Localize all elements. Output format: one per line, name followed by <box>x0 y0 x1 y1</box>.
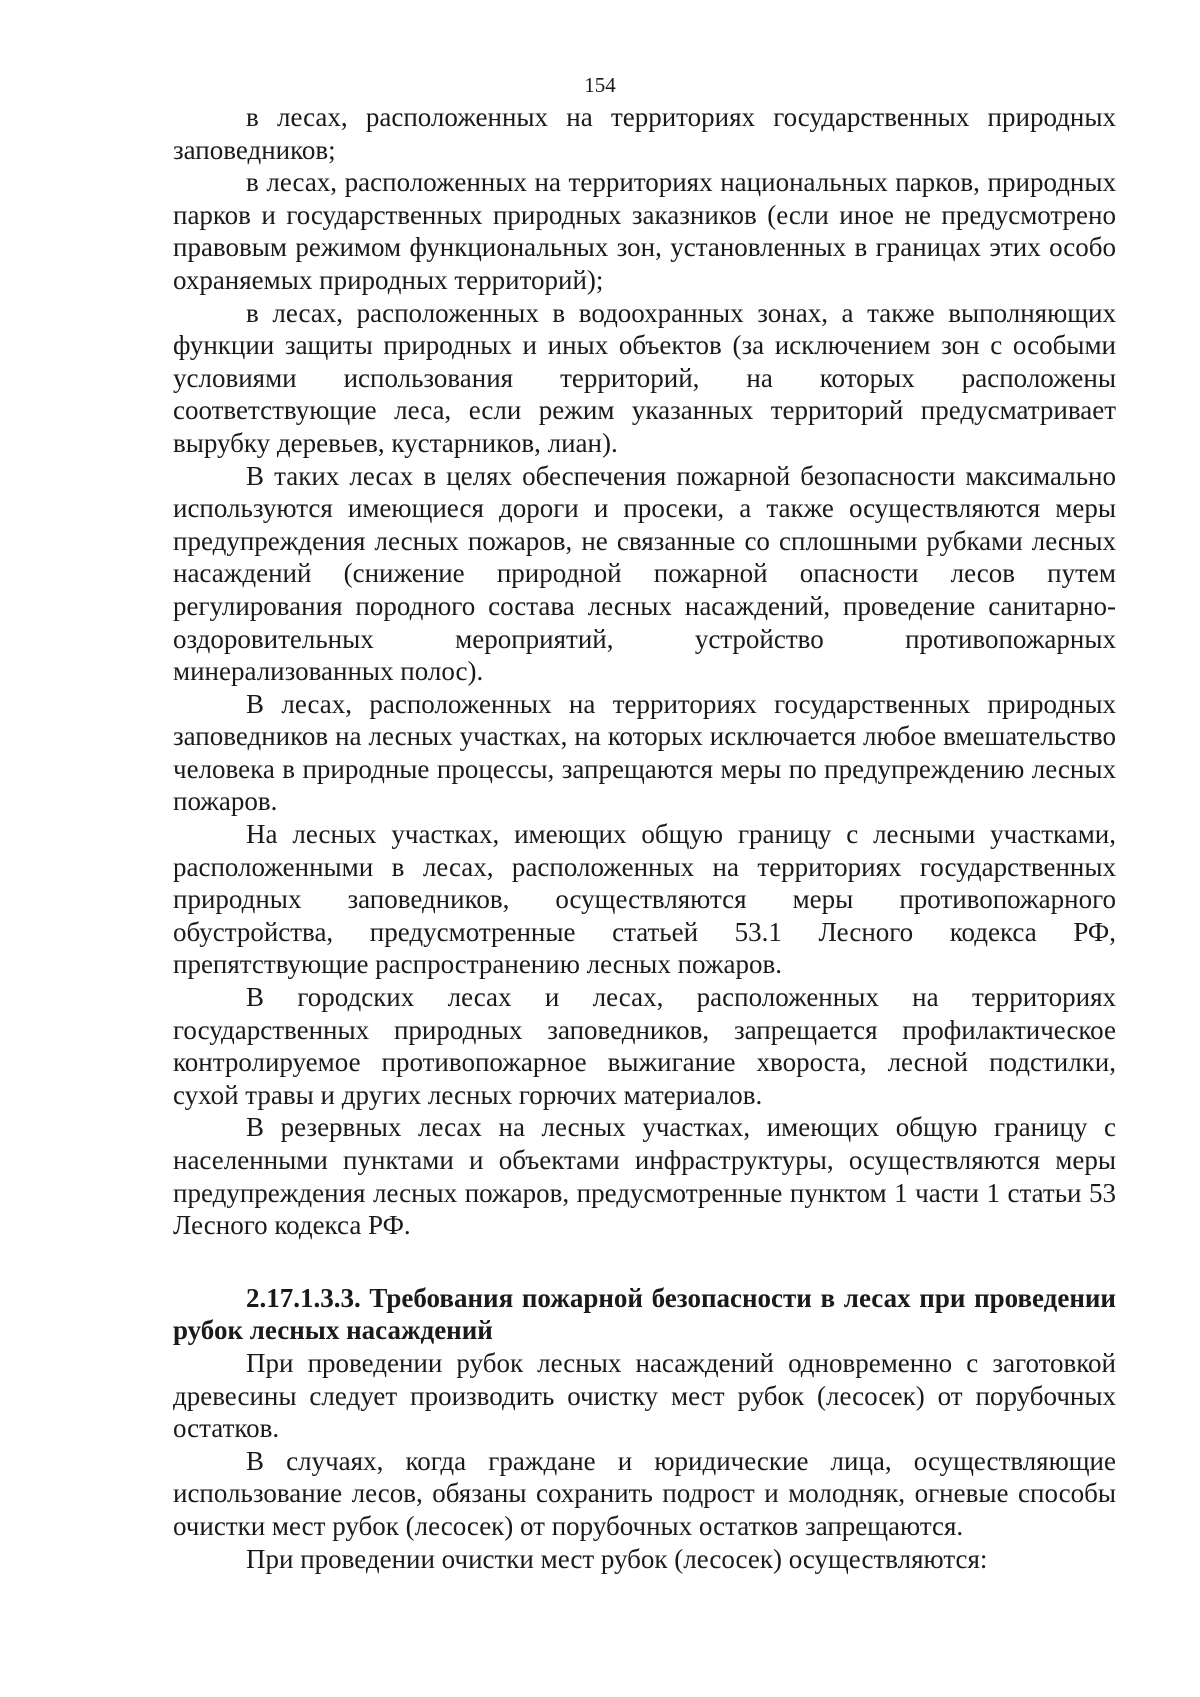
paragraph-national-parks: в лесах, расположенных на территориях национальных парков, природных парков и государственных природных заказников (если иное не предусмотрено правовым режимом функциональных зон, установленных в границах этих особо охраняемых природных территорий); <box>173 167 1116 295</box>
paragraph-reserve-forests: В резервных лесах на лесных участках, имеющих общую границу с населенными пунктами и объектами инфраструктуры, осуществляются меры предупреждения лесных пожаров, предусмотренные пунктом 1 части 1 статьи 53 Лесного кодекса РФ. <box>173 1112 1116 1241</box>
paragraph-fire-safety-measures: В таких лесах в целях обеспечения пожарной безопасности максимально используются имеющиеся дороги и просеки, а также осуществляются меры предупреждения лесных пожаров, не связанные со сплошными рубками лесных насаждений (снижение природной пожарной опасности лесов путем регулирования породного состава лесных насаждений, проведение санитарно-оздоровительных мероприятий, устройство противопожарных минерализованных полос). <box>173 460 1116 687</box>
page-number: 154 <box>584 73 616 97</box>
section-heading: 2.17.1.3.3. Требования пожарной безопасности в лесах при проведении рубок лесных насаждений <box>173 1282 1116 1346</box>
paragraph-urban-forests: В городских лесах и лесах, расположенных на территориях государственных природных заповедников, запрещается профилактическое контролируемое противопожарное выжигание хвороста, лесной подстилки, сухой травы и других лесных горючих материалов. <box>173 982 1116 1110</box>
paragraph-reserve-prohibitions: В лесах, расположенных на территориях государственных природных заповедников на лесных участках, на которых исключается любое вмешательство человека в природные процессы, запрещаются меры по предупреждению лесных пожаров. <box>173 688 1116 817</box>
paragraph-cleanup-list-intro: При проведении очистки мест рубок (лесосек) осуществляются: <box>246 1543 988 1574</box>
paragraph-logging-cleanup: При проведении рубок лесных насаждений одновременно с заготовкой древесины следует производить очистку мест рубок (лесосек) от порубочных остатков. <box>173 1347 1116 1444</box>
paragraph-adjacent-plots: На лесных участках, имеющих общую границу с лесными участками, расположенными в лесах, расположенных на территориях государственных природных заповедников, осуществляются меры противопожарного обустройства, предусмотренные статьей 53.1 Лесного кодекса РФ, препятствующие распространению лесных пожаров. <box>173 819 1116 980</box>
paragraph-nature-reserves: в лесах, расположенных на территориях государственных природных заповедников; <box>173 102 1116 165</box>
paragraph-water-protection-zones: в лесах, расположенных в водоохранных зонах, а также выполняющих функции защиты природных и иных объектов (за исключением зон с особыми условиями использования территорий, на которых расположены соответствующие леса, если режим указанных территорий предусматривает вырубку деревьев, кустарников, лиан). <box>173 297 1116 458</box>
paragraph-fire-cleanup-ban: В случаях, когда граждане и юридические лица, осуществляющие использование лесов, обязаны сохранить подрост и молодняк, огневые способы очистки мест рубок (лесосек) от порубочных остатков запрещаются. <box>173 1445 1116 1541</box>
page-body <box>173 101 1116 1575</box>
